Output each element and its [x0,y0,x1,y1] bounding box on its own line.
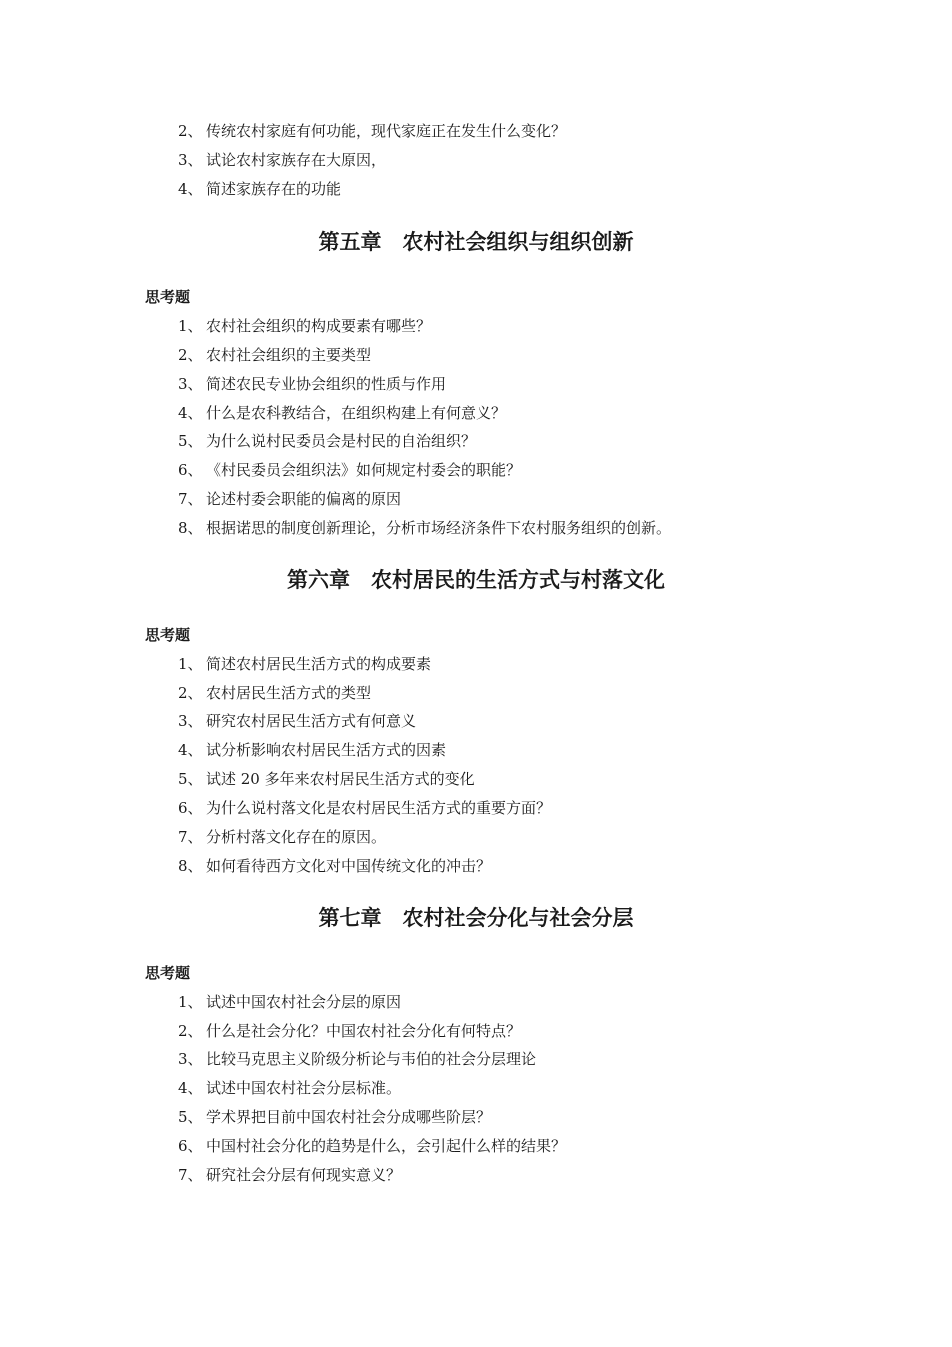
questions-label: 思考题 [145,964,191,982]
chapter-title: 第六章 农村居民的生活方式与村落文化 [287,568,665,592]
question-item [178,1078,401,1098]
question-text: 试分析影响农村居民生活方式的因素 [206,741,447,759]
question-item [178,460,521,480]
question-text: 简述农村居民生活方式的构成要素 [206,655,432,673]
question-text: 如何看待西方文化对中国传统文化的冲击？ [206,857,492,875]
chapter-title: 第七章 农村社会分化与社会分层 [318,906,634,930]
question-number: 4、 [178,1079,203,1097]
question-text: 论述村委会职能的偏离的原因 [206,490,402,508]
question-text: 什么是农科教结合，在组织构建上有何意义？ [206,404,507,422]
question-item [178,518,671,538]
question-number: 1、 [178,993,203,1011]
question-number: 3、 [178,151,203,169]
question-item [178,711,416,731]
question-number: 5、 [178,1108,203,1126]
question-number: 2、 [178,684,203,702]
question-text: 中国村社会分化的趋势是什么，会引起什么样的结果？ [206,1137,567,1155]
question-text: 试述中国农村社会分层标准。 [206,1079,402,1097]
question-number: 3、 [178,375,203,393]
question-item [178,740,446,760]
question-number: 4、 [178,404,203,422]
question-number: 7、 [178,828,203,846]
question-number: 6、 [178,461,203,479]
question-item [178,1049,536,1069]
question-item [178,345,371,365]
question-item [178,654,431,674]
question-text: 试述中国农村社会分层的原因 [206,993,402,1011]
question-item [178,150,386,170]
question-item [178,316,431,336]
question-text: 试论农村家族存在大原因， [206,151,387,169]
question-text: 为什么说村落文化是农村居民生活方式的重要方面？ [206,799,552,817]
question-text: 根据诺思的制度创新理论，分析市场经济条件下农村服务组织的创新。 [206,519,672,537]
question-text: 研究农村居民生活方式有何意义 [206,712,417,730]
question-text: 农村社会组织的主要类型 [206,346,372,364]
question-item [178,769,475,789]
question-number: 2、 [178,1022,203,1040]
question-text: 什么是社会分化？中国农村社会分化有何特点？ [206,1022,522,1040]
question-number: 2、 [178,122,203,140]
question-text: 简述农民专业协会组织的性质与作用 [206,375,447,393]
question-number: 5、 [178,432,203,450]
question-text: 农村社会组织的构成要素有哪些？ [206,317,432,335]
question-text: 农村居民生活方式的类型 [206,684,372,702]
question-item [178,403,506,423]
question-number: 2、 [178,346,203,364]
question-text: 传统农村家庭有何功能，现代家庭正在发生什么变化？ [206,122,567,140]
question-item [178,683,371,703]
question-item [178,489,401,509]
chapter-title: 第五章 农村社会组织与组织创新 [318,230,634,254]
question-item [178,121,566,141]
question-item [178,856,491,876]
question-number: 6、 [178,1137,203,1155]
question-text: 分析村落文化存在的原因。 [206,828,387,846]
question-number: 4、 [178,180,203,198]
question-text: 研究社会分层有何现实意义？ [206,1166,402,1184]
question-item [178,1107,491,1127]
question-number: 3、 [178,1050,203,1068]
question-text: 简述家族存在的功能 [206,180,342,198]
question-number: 7、 [178,490,203,508]
question-text: 试述 20 多年来农村居民生活方式的变化 [206,770,475,788]
question-text: 《村民委员会组织法》如何规定村委会的职能？ [206,461,522,479]
question-text: 比较马克思主义阶级分析论与韦伯的社会分层理论 [206,1050,537,1068]
question-number: 5、 [178,770,203,788]
question-number: 8、 [178,857,203,875]
question-number: 3、 [178,712,203,730]
question-item [178,798,551,818]
question-item [178,179,341,199]
question-text: 学术界把目前中国农村社会分成哪些阶层？ [206,1108,492,1126]
question-item [178,1136,566,1156]
questions-label: 思考题 [145,288,191,306]
question-number: 4、 [178,741,203,759]
question-item [178,431,476,451]
question-number: 1、 [178,317,203,335]
question-item [178,374,446,394]
question-item [178,1165,401,1185]
question-number: 1、 [178,655,203,673]
question-number: 7、 [178,1166,203,1184]
questions-label: 思考题 [145,626,191,644]
question-item [178,1021,521,1041]
question-text: 为什么说村民委员会是村民的自治组织？ [206,432,477,450]
question-number: 8、 [178,519,203,537]
question-item [178,827,386,847]
question-number: 6、 [178,799,203,817]
question-item [178,992,401,1012]
